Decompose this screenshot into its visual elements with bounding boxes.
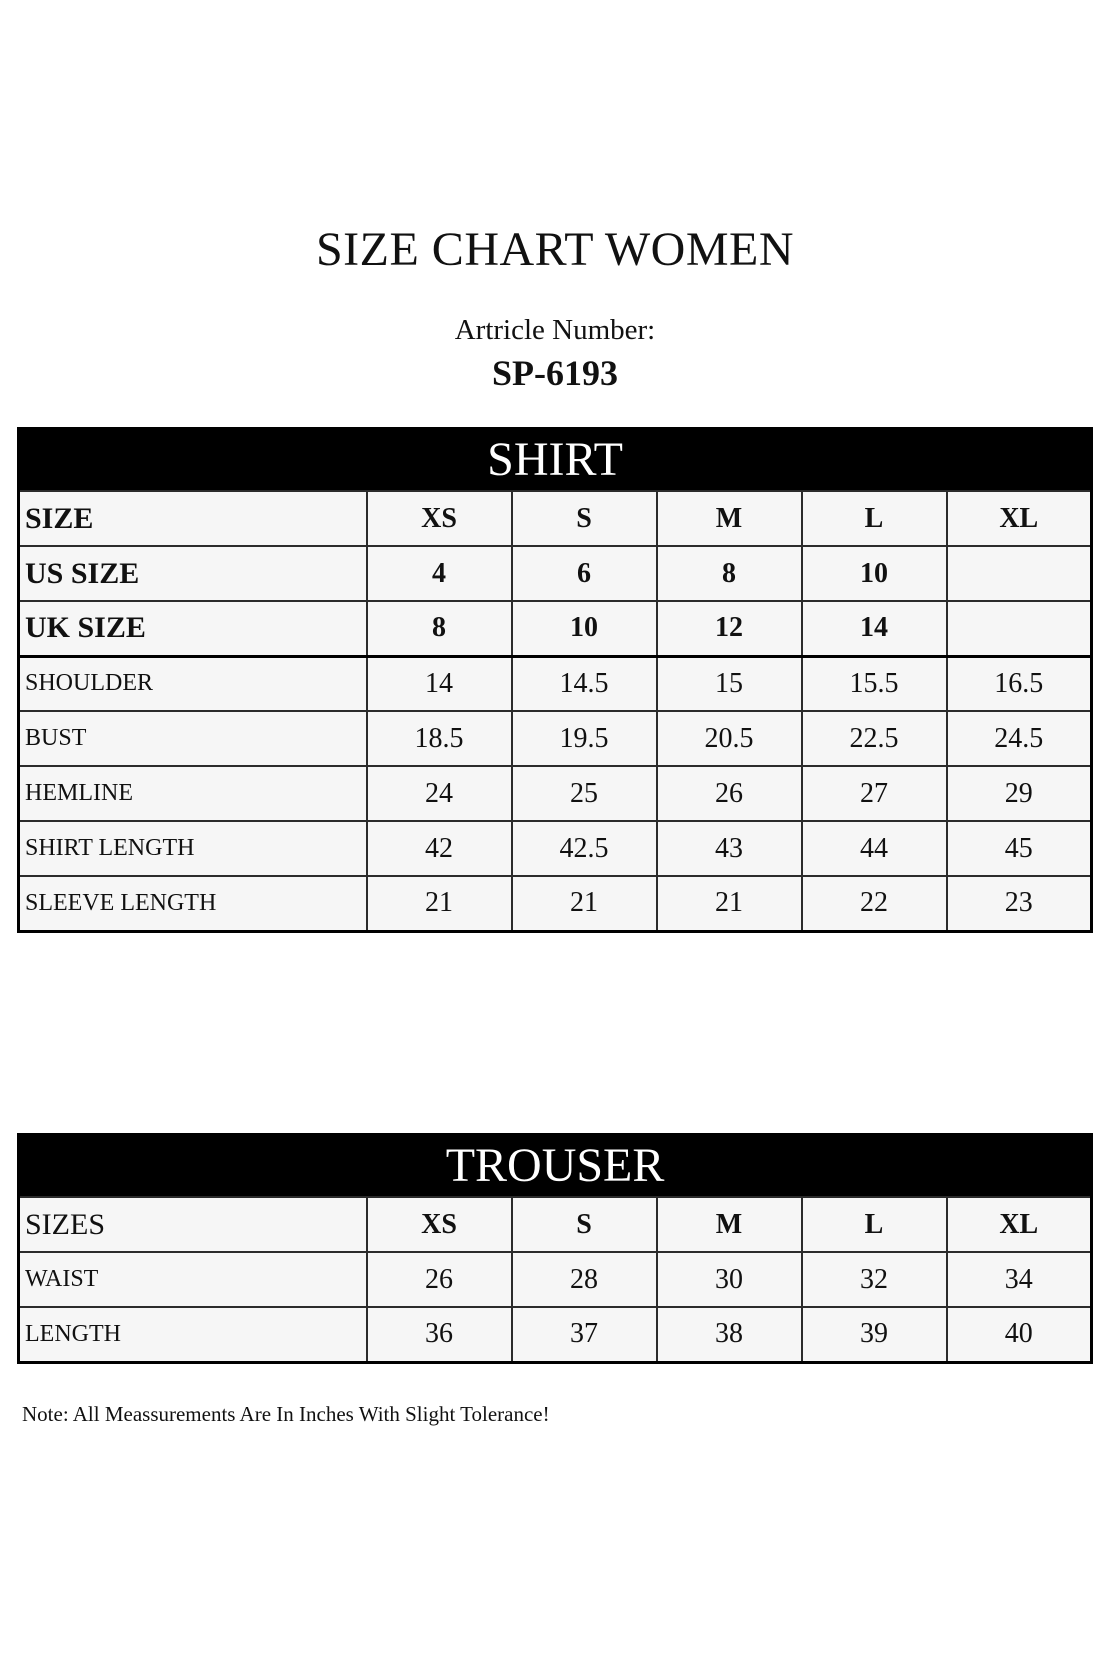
trouser-banner: TROUSER xyxy=(19,1135,1092,1198)
table-cell: 22 xyxy=(802,876,947,931)
table-cell: 34 xyxy=(947,1252,1092,1307)
table-cell: 14 xyxy=(802,601,947,656)
row-label: LENGTH xyxy=(19,1307,367,1362)
table-cell: 24.5 xyxy=(947,711,1092,766)
table-row xyxy=(19,766,1092,821)
table-cell: 18.5 xyxy=(367,711,512,766)
table-cell: 16.5 xyxy=(947,656,1092,711)
row-label: BUST xyxy=(19,711,367,766)
table-cell: 32 xyxy=(802,1252,947,1307)
table-cell xyxy=(947,601,1092,656)
row-label: US SIZE xyxy=(19,546,367,601)
size-header-cell: M xyxy=(657,491,802,546)
table-cell: 14.5 xyxy=(512,656,657,711)
table-cell: 15.5 xyxy=(802,656,947,711)
table-cell: 27 xyxy=(802,766,947,821)
table-cell: 14 xyxy=(367,656,512,711)
table-cell xyxy=(947,546,1092,601)
article-number-label: Artricle Number: xyxy=(454,314,656,346)
trouser-size-table xyxy=(17,1133,1093,1364)
table-cell: 28 xyxy=(512,1252,657,1307)
table-cell: 26 xyxy=(367,1252,512,1307)
table-cell: 30 xyxy=(657,1252,802,1307)
table-row xyxy=(19,1252,1092,1307)
table-row xyxy=(19,1197,1092,1252)
table-cell: 15 xyxy=(657,656,802,711)
table-cell: 45 xyxy=(947,821,1092,876)
table-cell: 40 xyxy=(947,1307,1092,1362)
table-row xyxy=(19,711,1092,766)
table-cell: 20.5 xyxy=(657,711,802,766)
row-label: HEMLINE xyxy=(19,766,367,821)
shirt-size-table xyxy=(17,427,1093,933)
row-label: SIZES xyxy=(19,1197,367,1252)
size-header-cell: M xyxy=(657,1197,802,1252)
table-row xyxy=(19,656,1092,711)
table-cell: 21 xyxy=(367,876,512,931)
size-header-cell: L xyxy=(802,1197,947,1252)
table-cell: 36 xyxy=(367,1307,512,1362)
table-cell: 10 xyxy=(512,601,657,656)
size-header-cell: XL xyxy=(947,1197,1092,1252)
size-header-cell: XL xyxy=(947,491,1092,546)
table-cell: 23 xyxy=(947,876,1092,931)
row-label: UK SIZE xyxy=(19,601,367,656)
table-cell: 42.5 xyxy=(512,821,657,876)
table-cell: 10 xyxy=(802,546,947,601)
table-cell: 4 xyxy=(367,546,512,601)
row-label: WAIST xyxy=(19,1252,367,1307)
size-header-cell: S xyxy=(512,1197,657,1252)
table-cell: 21 xyxy=(512,876,657,931)
table-cell: 25 xyxy=(512,766,657,821)
size-header-cell: S xyxy=(512,491,657,546)
table-cell: 19.5 xyxy=(512,711,657,766)
size-header-cell: L xyxy=(802,491,947,546)
shirt-banner: SHIRT xyxy=(19,429,1092,492)
row-label: SHOULDER xyxy=(19,656,367,711)
table-row xyxy=(19,546,1092,601)
table-cell: 12 xyxy=(657,601,802,656)
table-cell: 8 xyxy=(657,546,802,601)
row-label: SHIRT LENGTH xyxy=(19,821,367,876)
table-cell: 44 xyxy=(802,821,947,876)
measurement-note: Note: All Meassurements Are In Inches With Slight Tolerance! xyxy=(22,1402,550,1426)
table-cell: 29 xyxy=(947,766,1092,821)
table-cell: 24 xyxy=(367,766,512,821)
table-cell: 38 xyxy=(657,1307,802,1362)
table-row xyxy=(19,491,1092,546)
size-header-cell: XS xyxy=(367,1197,512,1252)
table-cell: 22.5 xyxy=(802,711,947,766)
table-row xyxy=(19,1307,1092,1362)
table-cell: 8 xyxy=(367,601,512,656)
page-title: SIZE CHART WOMEN xyxy=(315,223,794,276)
size-header-cell: XS xyxy=(367,491,512,546)
table-row xyxy=(19,601,1092,656)
row-label: SLEEVE LENGTH xyxy=(19,876,367,931)
table-cell: 39 xyxy=(802,1307,947,1362)
table-cell: 43 xyxy=(657,821,802,876)
table-row xyxy=(19,821,1092,876)
row-label: SIZE xyxy=(19,491,367,546)
table-cell: 26 xyxy=(657,766,802,821)
table-cell: 37 xyxy=(512,1307,657,1362)
article-number: SP-6193 xyxy=(492,353,618,393)
table-cell: 21 xyxy=(657,876,802,931)
table-cell: 6 xyxy=(512,546,657,601)
table-cell: 42 xyxy=(367,821,512,876)
table-row xyxy=(19,876,1092,931)
